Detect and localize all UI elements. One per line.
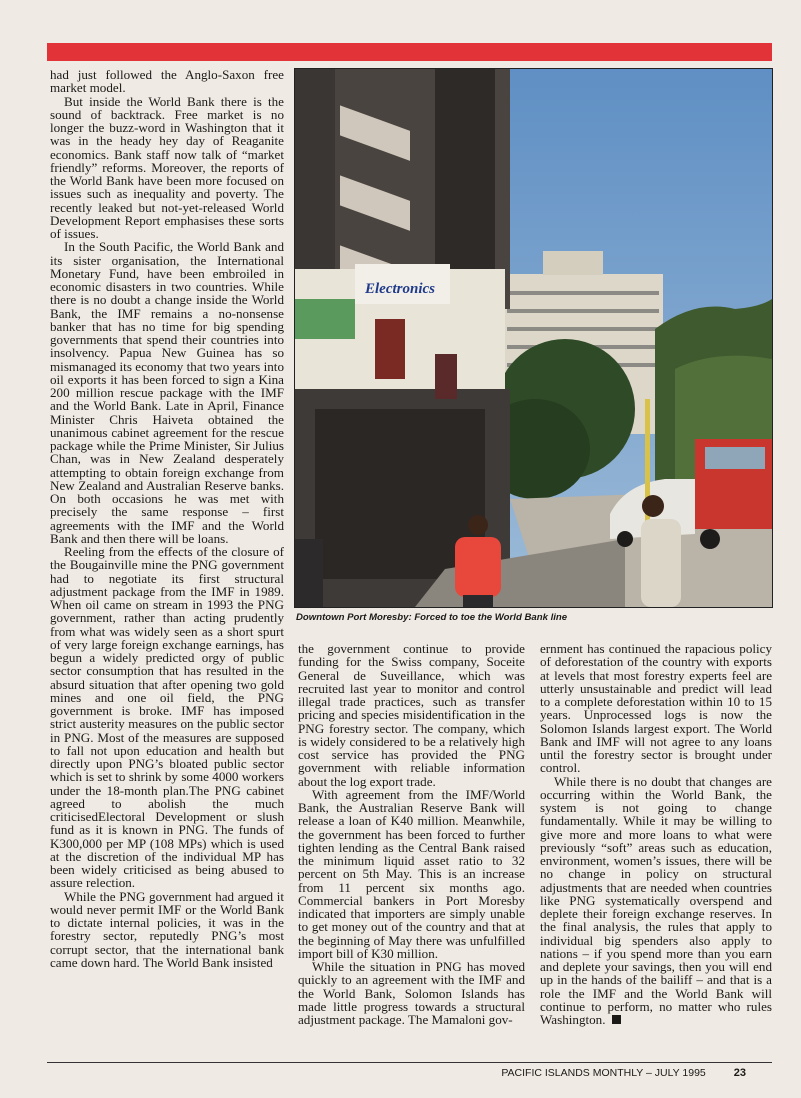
paragraph: But inside the World Bank there is the sound of backtrack. Free market is no longer the buzz-word in Washington that it was in the heady hey day of Reaganite economics. Bank staff now talk of “market friendly” reforms. Moreover, the reports of the World Bank have been more focused on issues such as inequality and poverty. The recently leaked but not-yet-released World Development Report emphasises these sorts of issues. <box>50 93 284 241</box>
top-accent-bar <box>47 43 772 61</box>
paragraph: With agreement from the IMF/World Bank, the Australian Reserve Bank will release a loan of K40 million. Meanwhile, the government has been forced to further tighten lending as the Central Bank raised the minimum liquid asset ratio to 32 percent on 5th May. This is an increase from 11 percent six months ago. Commercial bankers in Port Moresby indicated that importers are simply unable to get money out of the country and that at the beginning of May there was unfulfilled import bill of K30 million. <box>298 786 525 961</box>
article-column-3 <box>540 642 772 1026</box>
end-of-article-square-icon <box>612 1015 621 1024</box>
page-number: 23 <box>733 1067 746 1079</box>
article-column-1 <box>50 68 284 969</box>
paragraph: While the situation in PNG has moved quickly to an agreement with the IMF and the World Bank, Solomon Islands has made little progress towards a structural adjustment package. The Mamaloni gov- <box>298 959 525 1027</box>
paragraph: the government continue to provide funding for the Swiss company, Soceite General de Suveillance, which was recruited last year to monitor and control illegal trade practices, such as transfer pricing and species misidentification in the PNG forestry sector. The company, which is widely considered to be a relatively high cost service has provided the PNG government with reliable information about the log export trade. <box>298 641 525 789</box>
paragraph: While the PNG government had argued it would never permit IMF or the World Bank to dictate internal policies, it was in the forestry sector, reputedly PNG’s most corrupt sector, that the international bank came down hard. The World Bank insisted <box>50 888 284 970</box>
paragraph: ernment has continued the rapacious policy of deforestation of the country with exports at levels that most forestry experts feel are utterly unsustainable and predict will lead to a complete deforestation within 10 to 15 years. Unprocessed logs is now the Solomon Islands largest export. The World Bank and IMF will not agree to any loans until the forestry sector is brought under control. <box>540 641 772 776</box>
footer-rule <box>47 1062 772 1063</box>
paragraph: In the South Pacific, the World Bank and its sister organisation, the International Monetary Fund, have been embroiled in economic disasters in two countries. While there is no doubt a change inside the World Bank, the IMF remains a no-nonsense banker that has no time for big spending governments that spend their countries into insolvency. Papua New Guinea has so mismanaged its economy that two years into oil exports it has been forced to sign a Kina 200 million rescue package with the IMF and the World Bank. Late in April, Finance Minister Chris Haiveta obtained the unanimous cabinet agreement for the rescue package while the Prime Minister, Sir Julius Chan, was in New Zealand desperately attempting to obtain foreign exchange from New Zealand and Australian Reserve banks. On both occasions he was met with precisely the same response – first agreements with the IMF and the World Bank and then there will be loans. <box>50 239 284 546</box>
paragraph-text: While there is no doubt that changes are occurring within the World Bank, the system is not going to change fundamentally. While it may be willing to give more and more loans to what were previously “soft” areas such as education, environment, women’s issues, there will be no change in policy on structural adjustments that are needed when countries like PNG systematically overspend and deplete their foreign exchange reserves. In the final analysis, the rules that apply to individual big spenders also apply to nations – if you spend more than you earn and deplete your savings, then you will end up in the hands of the bailiff – and that is a role the IMF and the World Bank will continue to perform, no matter who rules Washington. <box>540 773 772 1027</box>
paragraph: had just followed the Anglo-Saxon free market model. <box>50 67 284 96</box>
paragraph: Reeling from the effects of the closure of the Bougainville mine the PNG government had to negotiate its first structural adjustment package from the IMF in 1989. When oil came on stream in 1993 the PNG government, rather than acting prudently from what was widely seen as a short spurt of very large foreign exchange earnings, has begun a widely predicted orgy of public sector consumption that has resulted in the absurd situation that after opening two gold mines and one oil field, the PNG government is broke. IMF has imposed strict austerity measures on the public sector in PNG. Most of the measures are supposed to fall not upon education and health but directly upon PNG’s bloated public sector which is set to shrink by some 4000 workers under the 18-month plan.The PNG cabinet agreed to abolish the much criticisedElectoral Development or slush fund as it is known in PNG. The funds of K300,000 per MP (108 MPs) which is used at the discretion of the individual MP has been widely criticised as being abused to assure relection. <box>50 544 284 891</box>
electronics-sign: Electronics <box>365 281 435 297</box>
article-column-2 <box>298 642 525 1026</box>
paragraph <box>540 775 772 1027</box>
street-photo <box>294 68 773 608</box>
page-footer <box>501 1067 746 1079</box>
photo-caption: Downtown Port Moresby: Forced to toe the World Bank line <box>296 612 568 623</box>
port-moresby-street-image <box>295 69 772 607</box>
publication-line: PACIFIC ISLANDS MONTHLY – JULY 1995 <box>501 1067 706 1079</box>
